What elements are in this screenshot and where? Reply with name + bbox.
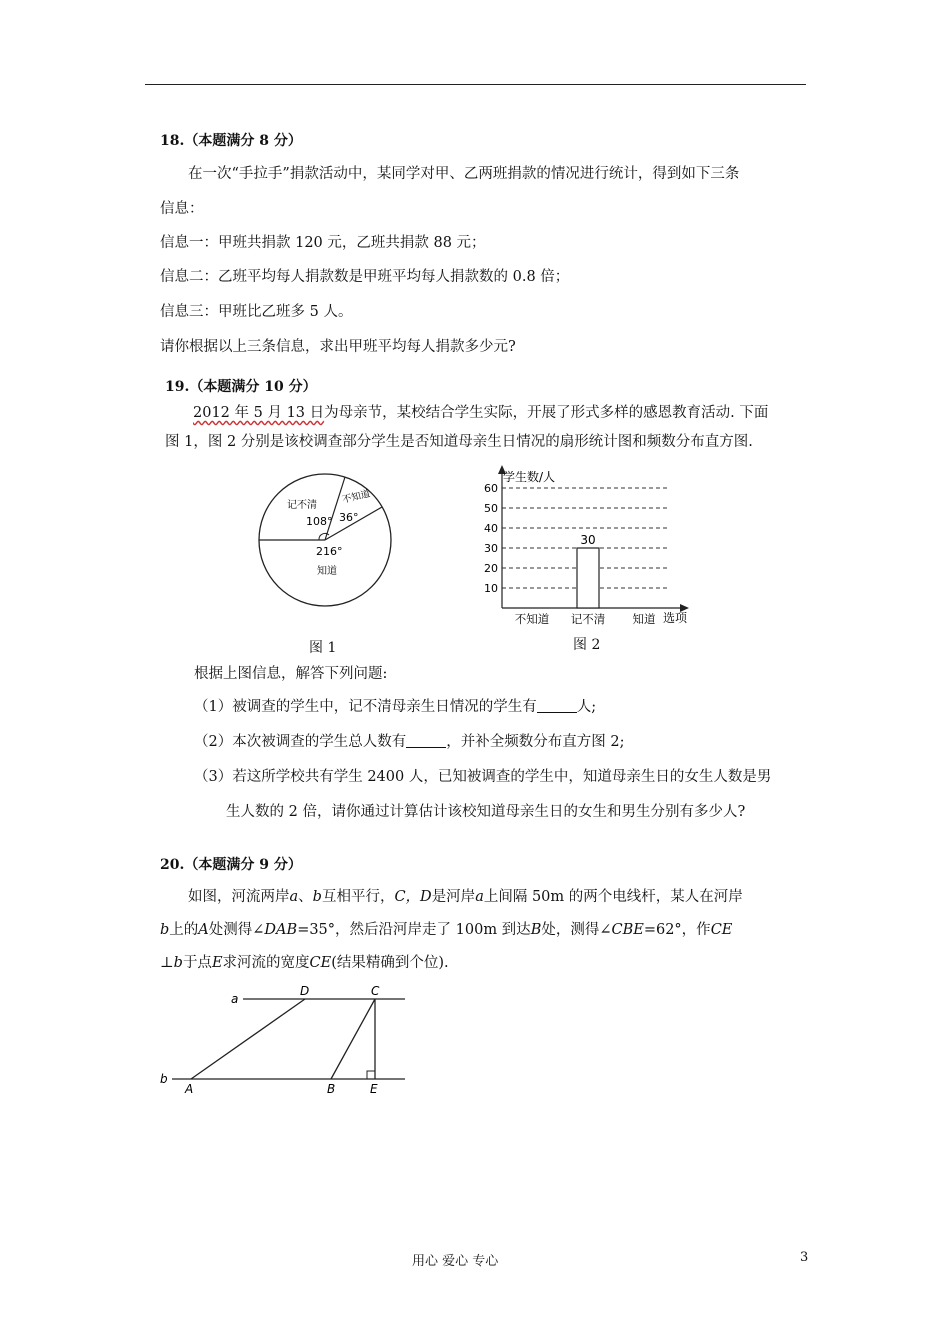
q19-sub-2-blank[interactable] xyxy=(406,733,446,748)
y-tick-label: 50 xyxy=(484,502,498,515)
q19-date: 2012 年 5 月 13 日 xyxy=(193,405,325,421)
q19-sub-1-suffix: 人; xyxy=(576,699,597,715)
header-rule xyxy=(145,84,806,85)
q19-paragraph-1-rest: 为母亲节，某校结合学生实际，开展了形式多样的感恩教育活动. 下面 xyxy=(324,405,769,421)
q19-sub-3: （3）若这所学校共有学生 2400 人，已知被调查的学生中，知道母亲生日的女生人数是男 xyxy=(194,769,772,785)
q19-sub-1-text: （1）被调查的学生中，记不清母亲生日情况的学生有 xyxy=(194,699,537,715)
bar-data-label: 30 xyxy=(580,533,596,547)
pie-chart-figure xyxy=(250,463,400,623)
q20-paragraph-2: b上的A处测得∠DAB=35°，然后沿河岸走了 100m 到达B处，测得∠CBE=62°，作CE xyxy=(160,922,733,938)
q18-info-3: 信息三：甲班比乙班多 5 人。 xyxy=(160,304,353,320)
segment-AD xyxy=(191,999,305,1079)
q19-sub-3-cont: 生人数的 2 倍，请你通过计算估计该校知道母亲生日的女生和男生分别有多少人? xyxy=(226,804,746,820)
q18-intro: 在一次“手拉手”捐款活动中，某同学对甲、乙两班捐款的情况进行统计，得到如下三条 xyxy=(188,166,740,182)
fig2-caption: 图 2 xyxy=(573,637,601,653)
x-tick-label: 记不清 xyxy=(570,612,606,626)
x-tick-label: 不知道 xyxy=(514,612,550,626)
page-number: 3 xyxy=(800,1250,809,1265)
label-B: B xyxy=(327,1082,336,1096)
q19-sub-2-suffix: ，并补全频数分布直方图 2; xyxy=(446,734,625,750)
label-D: D xyxy=(300,984,310,998)
pie-label-unknown-angle: 36° xyxy=(339,511,359,524)
footer-motto: 用心 爱心 专心 xyxy=(412,1254,499,1269)
bar-记不清 xyxy=(577,548,599,608)
q19-paragraph-1 xyxy=(193,403,768,423)
q18-heading: 18.（本题满分 8 分） xyxy=(160,133,302,149)
pie-label-known: 知道 xyxy=(317,566,337,577)
y-tick-label: 60 xyxy=(484,482,498,495)
label-E: E xyxy=(370,1082,378,1096)
label-A: A xyxy=(185,1082,194,1096)
y-tick-label: 40 xyxy=(484,522,498,535)
segment-BC xyxy=(331,999,375,1079)
x-axis-label: 选项 xyxy=(663,611,688,625)
q19-sub-2 xyxy=(194,732,624,752)
pie-label-unknown: 不知道 xyxy=(341,488,372,506)
q18-info-2: 信息二：乙班平均每人捐款数是甲班平均每人捐款数的 0.8 倍； xyxy=(160,269,570,285)
q19-sub-1-blank[interactable] xyxy=(537,698,577,713)
label-line-b: b xyxy=(160,1072,168,1086)
pie-label-unclear-angle: 108° xyxy=(306,515,333,528)
q18-question: 请你根据以上三条信息，求出甲班平均每人捐款多少元? xyxy=(160,339,516,355)
q19-lead: 根据上图信息，解答下列问题: xyxy=(194,666,388,682)
pie-label-known-angle: 216° xyxy=(316,545,343,558)
q19-paragraph-2: 图 1，图 2 分别是该校调查部分学生是否知道母亲生日情况的扇形统计图和频数分布直方图. xyxy=(165,434,753,450)
q20-paragraph-3: ⊥b于点E求河流的宽度CE(结果精确到个位). xyxy=(160,955,449,971)
y-axis-label: 学生数/人 xyxy=(503,470,556,484)
fig1-caption: 图 1 xyxy=(309,640,337,656)
x-tick-label: 知道 xyxy=(632,612,656,626)
river-geometry-figure xyxy=(155,982,415,1100)
q19-sub-1 xyxy=(194,697,596,717)
q18-intro-cont: 信息： xyxy=(160,201,204,217)
q19-heading: 19.（本题满分 10 分） xyxy=(165,379,317,395)
q20-heading: 20.（本题满分 9 分） xyxy=(160,857,302,873)
q20-paragraph-1: 如图，河流两岸a、b互相平行，C，D是河岸a上间隔 50m 的两个电线杆，某人在河岸 xyxy=(188,889,743,905)
label-line-a: a xyxy=(231,992,239,1006)
q18-info-1: 信息一：甲班共捐款 120 元，乙班共捐款 88 元； xyxy=(160,235,486,251)
y-tick-label: 10 xyxy=(484,582,498,595)
y-tick-label: 30 xyxy=(484,542,498,555)
q19-sub-2-text: （2）本次被调查的学生总人数有 xyxy=(194,734,407,750)
pie-label-unclear: 记不清 xyxy=(287,500,317,511)
histogram-figure xyxy=(470,462,700,632)
label-C: C xyxy=(371,984,380,998)
right-angle-mark xyxy=(367,1071,375,1079)
y-tick-label: 20 xyxy=(484,562,498,575)
